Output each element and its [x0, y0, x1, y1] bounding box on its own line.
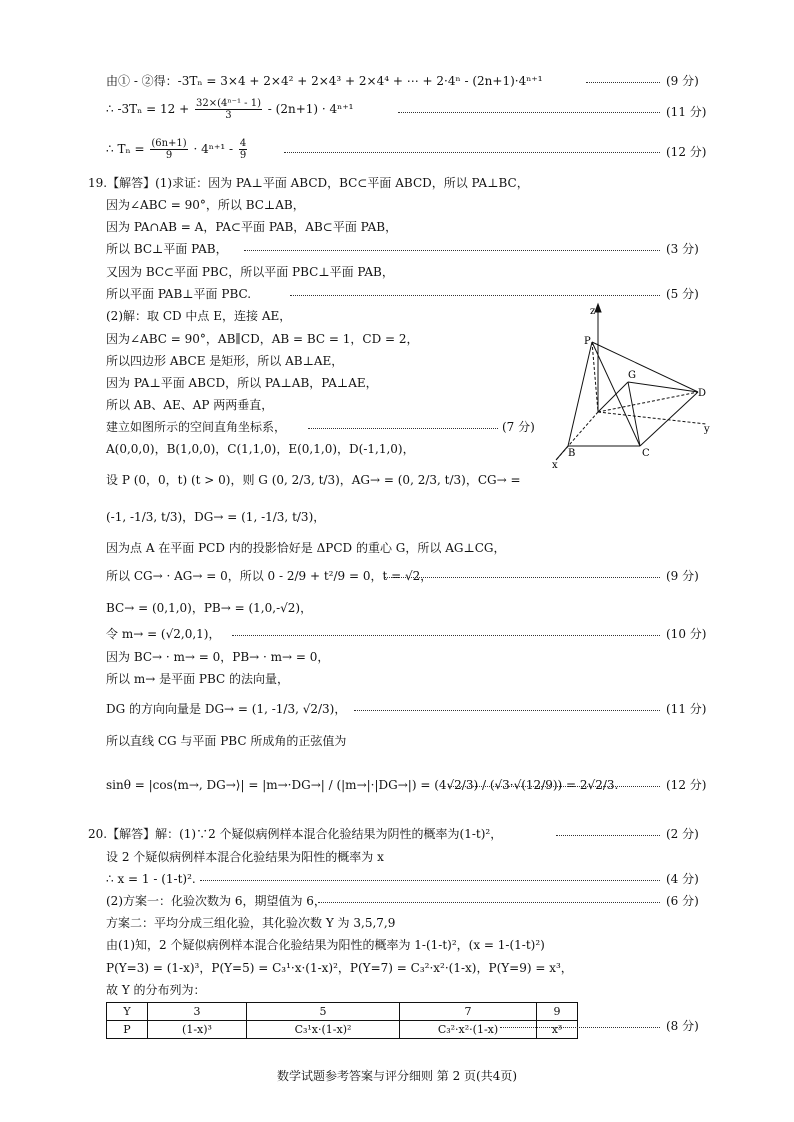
solution-line: A(0,0,0)，B(1,0,0)，C(1,1,0)，E(0,1,0)，D(-1,1,0)， [106, 442, 415, 456]
solution-line: (2)方案一：化验次数为 6，期望值为 6， [106, 894, 326, 908]
solution-line: (-1, -1/3, t/3)，DG→ = (1, -1/3, t/3)， [106, 510, 326, 524]
solution-line: sinθ = |cos⟨m→, DG→⟩| = |m→·DG→| / (|m→|·|DG→|) = (4√2/3) / (√3·√(12/9)) = 2√2/3. [106, 778, 619, 792]
leader-dots [200, 880, 660, 881]
label-y: y [704, 424, 710, 435]
solution-line: 设 2 个疑似病例样本混合化验结果为阳性的概率为 x [106, 850, 384, 864]
label-x: x [552, 460, 558, 470]
leader-dots [354, 710, 660, 711]
table-cell: (1-x)³ [148, 1021, 247, 1039]
solution-line: 所以平面 PAB⊥平面 PBC. [106, 287, 252, 301]
formula-text: ∴ -3Tₙ = 12 + [106, 102, 190, 116]
denominator: 3 [225, 110, 232, 121]
label-d: D [698, 388, 707, 399]
solution-line: 因为∠ABC = 90°，所以 BC⊥AB， [106, 198, 305, 212]
solution-line: BC→ = (0,1,0)，PB→ = (1,0,-√2)， [106, 601, 313, 615]
formula-text: · 4ⁿ⁺¹ - [193, 142, 233, 156]
table-cell: Y [107, 1003, 148, 1021]
solution-line: 又因为 BC⊂平面 PBC，所以平面 PBC⊥平面 PAB， [106, 265, 394, 279]
table-row [107, 1021, 578, 1039]
table-cell: P [107, 1021, 148, 1039]
solution-line: 所以直线 CG 与平面 PBC 所成角的正弦值为 [106, 734, 347, 748]
leader-dots [448, 786, 660, 787]
score-label: (10 分) [666, 627, 707, 641]
score-label: (9 分) [666, 569, 699, 583]
x-axis-tail [556, 446, 568, 460]
leader-dots [398, 112, 660, 113]
leader-dots [556, 835, 660, 836]
solution-line: ∴ x = 1 - (1-t)². [106, 872, 196, 886]
fraction [195, 98, 262, 121]
solution-line [106, 98, 354, 121]
denominator: 9 [165, 150, 173, 161]
score-label: (6 分) [666, 894, 699, 908]
solution-line: 因为 PA∩AB = A，PA⊂平面 PAB，AB⊂平面 PAB， [106, 220, 398, 234]
solution-line: 所以 AB、AE、AP 两两垂直， [106, 398, 274, 412]
leader-dots [308, 428, 498, 429]
z-arrow [595, 304, 601, 312]
score-label: (11 分) [666, 105, 707, 119]
edge-cd [640, 392, 698, 446]
leader-dots [586, 82, 660, 83]
solution-line: P(Y=3) = (1-x)³，P(Y=5) = C₃¹·x·(1-x)²，P(Y=7) = C₃²·x²·(1-x)，P(Y=9) = x³， [106, 961, 573, 975]
solution-line: 方案二：平均分成三组化验，其化验次数 Y 为 3,5,7,9 [106, 916, 396, 930]
leader-dots [384, 577, 660, 578]
fraction [150, 138, 187, 161]
formula-text: ∴ Tₙ = [106, 142, 145, 156]
label-p: P [584, 336, 591, 347]
page-footer: 数学试题参考答案与评分细则 第 2 页(共4页) [276, 1069, 518, 1083]
solution-line: 所以四边形 ABCE 是矩形，所以 AB⊥AE， [106, 354, 344, 368]
distribution-table [106, 1002, 578, 1039]
coordinate-figure [548, 300, 718, 470]
segment-gc [628, 382, 640, 446]
solution-line [106, 138, 249, 161]
solution-line: 建立如图所示的空间直角坐标系， [106, 420, 287, 434]
table-cell: x³ [537, 1021, 578, 1039]
fraction [239, 138, 247, 161]
solution-line: 因为 BC→ · m→ = 0，PB→ · m→ = 0， [106, 650, 330, 664]
table-cell: 7 [400, 1003, 537, 1021]
solution-line: 由(1)知，2 个疑似病例样本混合化验结果为阳性的概率为 1-(1-t)²，(x = 1-(1-t)²) [106, 938, 545, 952]
table-cell: 5 [247, 1003, 400, 1021]
label-g: G [628, 370, 636, 381]
edge-pb [568, 342, 592, 446]
numerator: 4 [239, 138, 247, 149]
leader-dots [318, 902, 660, 903]
formula-text: - (2n+1) · 4ⁿ⁺¹ [267, 102, 354, 116]
solution-line: 所以 CG→ · AG→ = 0，所以 0 - 2/9 + t²/9 = 0，t = √2， [106, 569, 433, 583]
question-20-heading: 20.【解答】解：(1)∵2 个疑似病例样本混合化验结果为阴性的概率为(1-t)²， [88, 827, 503, 841]
solution-line: DG 的方向向量是 DG→ = (1, -1/3, √2/3)， [106, 702, 347, 716]
numerator: (6n+1) [151, 138, 187, 149]
score-label: (7 分) [502, 420, 535, 434]
table-cell: C₃²·x²·(1-x) [400, 1021, 537, 1039]
leader-dots [284, 152, 660, 153]
solution-line: 令 m→ = (√2,0,1)， [106, 627, 221, 641]
score-label: (2 分) [666, 827, 699, 841]
solution-line: 由① - ②得：-3Tₙ = 3×4 + 2×4² + 2×4³ + 2×4⁴ + ⋯ + 2·4ⁿ - (2n+1)·4ⁿ⁺¹ [106, 74, 543, 88]
denominator: 9 [239, 150, 247, 161]
solution-line: 所以 BC⊥平面 PAB， [106, 242, 228, 256]
solution-line: 因为点 A 在平面 PCD 内的投影恰好是 ΔPCD 的重心 G，所以 AG⊥CG， [106, 541, 506, 555]
score-label: (11 分) [666, 702, 707, 716]
table-row [107, 1003, 578, 1021]
leader-dots [290, 295, 660, 296]
label-b: B [568, 448, 576, 459]
table-cell: 3 [148, 1003, 247, 1021]
solution-line: 故 Y 的分布列为： [106, 983, 206, 997]
score-label: (5 分) [666, 287, 699, 301]
table-cell: C₃¹x·(1-x)² [247, 1021, 400, 1039]
score-label: (4 分) [666, 872, 699, 886]
solution-line: 因为∠ABC = 90°，AB∥CD，AB = BC = 1，CD = 2， [106, 332, 419, 346]
leader-dots [232, 635, 660, 636]
label-z: z [590, 306, 596, 317]
y-axis [598, 412, 706, 424]
score-label: (3 分) [666, 242, 699, 256]
table-cell: 9 [537, 1003, 578, 1021]
numerator: 32×(4ⁿ⁻¹ - 1) [195, 98, 261, 109]
solution-line: (2)解：取 CD 中点 E，连接 AE， [106, 309, 292, 323]
solution-line: 因为 PA⊥平面 ABCD，所以 PA⊥AB，PA⊥AE， [106, 376, 378, 390]
solution-line: 所以 m→ 是平面 PBC 的法向量， [106, 672, 289, 686]
edge-ad [598, 392, 698, 412]
score-label: (12 分) [666, 145, 707, 159]
label-c: C [642, 448, 650, 459]
question-19-heading: 19.【解答】(1)求证：因为 PA⊥平面 ABCD，BC⊂平面 ABCD，所以 PA⊥BC， [88, 176, 529, 190]
score-label: (8 分) [666, 1019, 699, 1033]
score-label: (9 分) [666, 74, 699, 88]
score-label: (12 分) [666, 778, 707, 792]
leader-dots [244, 250, 660, 251]
leader-dots [500, 1027, 660, 1028]
solution-line: 设 P (0，0，t) (t > 0)，则 G (0, 2/3, t/3)，AG→ = (0, 2/3, t/3)，CG→ = [106, 473, 521, 487]
